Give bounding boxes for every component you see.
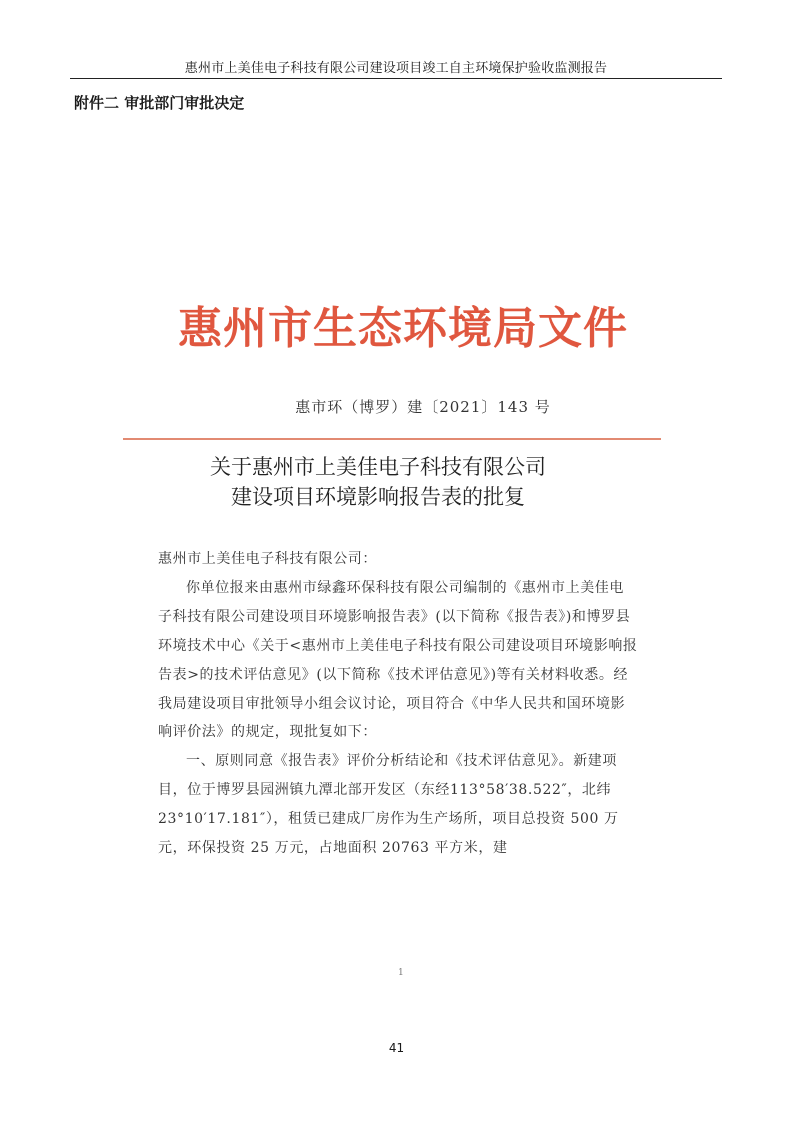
scanned-approval-document: [118, 270, 678, 990]
body-paragraph: 一、原则同意《报告表》评价分析结论和《技术评估意见》。新建项目，位于博罗县园洲镇九潭北部开发区（东经113°58′38.522″，北纬23°10′17.181″），租赁已建成厂房作为生产场所，项目总投资 500 万元，环保投资 25 万元，占地面积 20763 平方米，建: [158, 753, 619, 857]
body-paragraph: 你单位报来由惠州市绿鑫环保科技有限公司编制的《惠州市上美佳电子科技有限公司建设项目环境影响报告表》(以下简称《报告表》)和博罗县环境技术中心《关于<惠州市上美佳电子科技有限公司建设项目环境影响报告表>的技术评估意见》(以下简称《技术评估意见》)等有关材料收悉。经我局建设项目审批领导小组会议讨论，项目符合《中华人民共和国环境影响评价法》的规定，现批复如下：: [158, 579, 638, 741]
document-body: [158, 545, 638, 863]
document-title: [158, 452, 598, 512]
attachment-label: 附件二 审批部门审批决定: [74, 94, 245, 112]
issuer-title: 惠州市生态环境局文件: [178, 303, 628, 354]
document-title-line: 关于惠州市上美佳电子科技有限公司: [210, 455, 546, 479]
document-number: 惠市环（博罗）建〔2021〕143 号: [295, 398, 551, 416]
document-title-line: 建设项目环境影响报告表的批复: [231, 485, 525, 509]
salutation: 惠州市上美佳电子科技有限公司：: [158, 551, 377, 567]
red-divider: [123, 438, 661, 440]
running-header: 惠州市上美佳电子科技有限公司建设项目竣工自主环境保护验收监测报告: [184, 61, 608, 76]
header-divider: [70, 78, 722, 79]
page-number: 41: [388, 1041, 405, 1055]
inner-page-number: 1: [398, 968, 404, 978]
